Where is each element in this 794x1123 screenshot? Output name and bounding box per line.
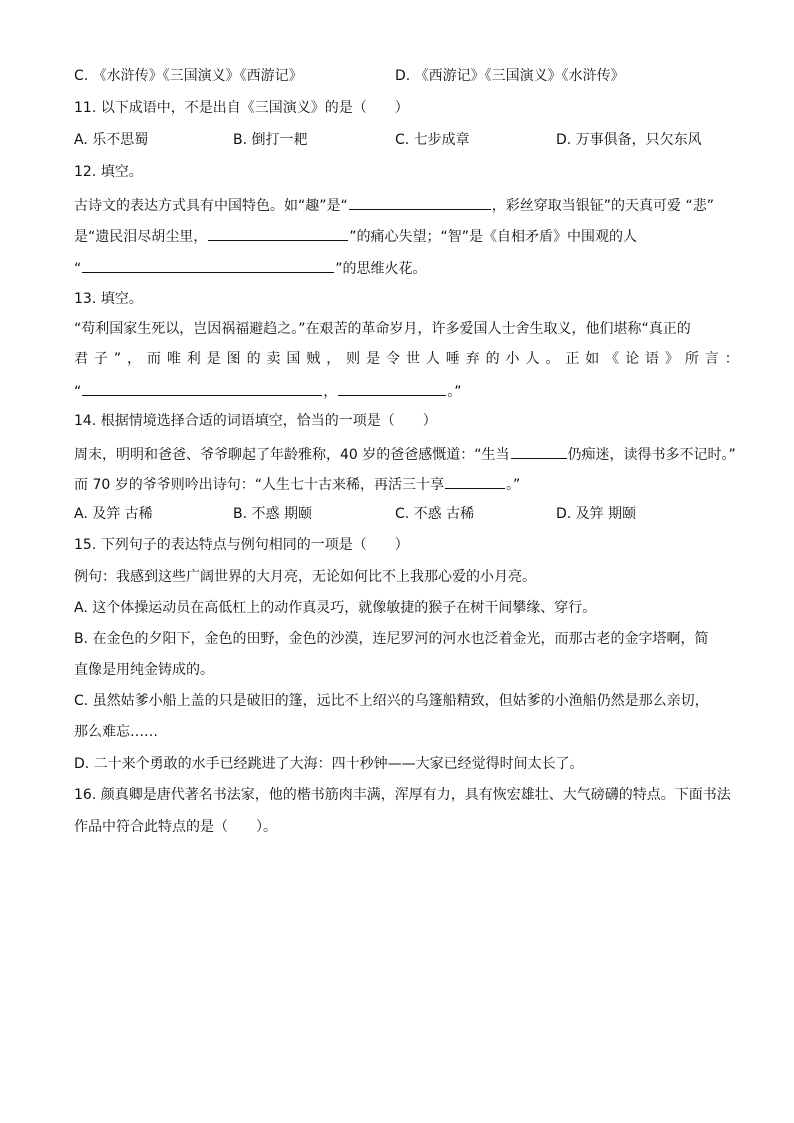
- q13-line-2-char: 正: [565, 351, 580, 367]
- q13-line-2-char: 唯: [166, 351, 181, 367]
- q13-line-3-text-a: “: [74, 384, 82, 400]
- q13-line-2-char: 卖: [266, 351, 281, 367]
- q13-line-1: “苟利国家生死以，岂因祸福避趋之。”在艰苦的革命岁月，许多爱国人士舍生取义，他们堪称“真正的: [74, 321, 691, 337]
- q13-line-2-char: 人: [525, 351, 540, 367]
- q12-line-1-text-b: ，彩丝穿取当银钲”的天真可爱 “悲”: [491, 198, 714, 214]
- q12-line-1: [74, 195, 714, 215]
- q13-line-2-char: 令: [386, 351, 401, 367]
- q15-example: 例句：我感到这些广阔世界的大月亮，无论如何比不上我那心爱的小月亮。: [74, 569, 536, 585]
- q10-option-c: C. 《水浒传》《三国演义》《西游记》: [74, 68, 303, 84]
- q10-option-d: D. 《西游记》《三国演义》《水浒传》: [395, 68, 625, 84]
- q14-line-2-text-a: 而 70 岁的爷爷则吟出诗句：“人生七十古来稀，再活三十享: [74, 477, 444, 493]
- q15-option-c-line-1: C. 虽然姑爹小船上盖的只是破旧的篷，远比不上绍兴的乌篷船精致，但姑爹的小渔船仍然是那么亲切，: [74, 693, 709, 709]
- q13-line-2-char: 《: [605, 351, 620, 367]
- q11-option-a: A. 乐不思蜀: [74, 132, 149, 148]
- q13-line-2-char: 所: [684, 351, 699, 367]
- q15-option-d: D. 二十来个勇敢的水手已经跳进了大海：四十秒钟——大家已经觉得时间太长了。: [74, 756, 584, 772]
- q13-line-2-char: 小: [505, 351, 520, 367]
- q12-blank-2[interactable]: [208, 226, 348, 241]
- q14-stem: 14. 根据情境选择合适的词语填空，恰当的一项是（ ）: [74, 413, 437, 429]
- q11-option-d: D. 万事俱备，只欠东风: [556, 132, 702, 148]
- q13-blank-2[interactable]: [338, 381, 446, 396]
- q12-line-2: [74, 226, 637, 246]
- q12-line-3: [74, 258, 427, 278]
- q14-line-1-text-b: 仍痴迷，读得书多不记时。”: [567, 447, 736, 463]
- q13-line-2-char: 如: [585, 351, 600, 367]
- q13-line-2-char: 人: [425, 351, 440, 367]
- q13-line-3: [74, 381, 462, 401]
- q13-line-2-char: 贼: [306, 351, 321, 367]
- q14-line-2: [74, 474, 520, 494]
- q13-line-2-char: 弃: [465, 351, 480, 367]
- q13-blank-1[interactable]: [82, 381, 322, 396]
- q11-option-c: C. 七步成章: [395, 132, 470, 148]
- q12-stem: 12. 填空。: [74, 164, 143, 180]
- q13-line-2-char: 唾: [445, 351, 460, 367]
- q14-option-d: D. 及笄 期颐: [556, 506, 637, 522]
- q15-option-a: A. 这个体操运动员在高低杠上的动作真灵巧，就像敏捷的猴子在树干间攀缘、穿行。: [74, 600, 597, 616]
- q13-line-2-char: 言: [704, 351, 719, 367]
- q12-line-1-text-a: 古诗文的表达方式具有中国特色。如“趣”是“: [74, 198, 348, 214]
- q13-line-2-char: ：: [724, 351, 739, 367]
- q16-line-2: 作品中符合此特点的是（ ）。: [74, 819, 277, 835]
- q13-line-2-char: 而: [146, 351, 161, 367]
- q15-option-c-line-2: 那么难忘……: [74, 724, 158, 740]
- q13-line-2-char: 的: [485, 351, 500, 367]
- q15-option-b-line-1: B. 在金色的夕阳下，金色的田野，金色的沙漠，连尼罗河的河水也泛着金光，而那古老的金字塔啊，简: [74, 631, 709, 647]
- q13-line-2-char: 是: [206, 351, 221, 367]
- q13-line-2-char: 世: [405, 351, 420, 367]
- q13-line-2-char: 国: [286, 351, 301, 367]
- q13-line-2-char: ”: [113, 351, 122, 367]
- q14-line-2-text-b: 。”: [505, 477, 521, 493]
- q12-blank-3[interactable]: [82, 258, 334, 273]
- q13-line-2-char: 是: [366, 351, 381, 367]
- q13-line-2-char: 君: [74, 351, 88, 367]
- q11-option-b: B. 倒打一耙: [233, 132, 308, 148]
- q13-line-2-char: 利: [186, 351, 201, 367]
- q11-stem: 11. 以下成语中，不是出自《三国演义》的是（ ）: [74, 100, 409, 116]
- q16-line-1: 16. 颜真卿是唐代著名书法家，他的楷书筋肉丰满，浑厚有力，具有恢宏雄壮、大气磅礴的特点。下面书法: [74, 787, 731, 803]
- q13-line-2-char: 的: [246, 351, 261, 367]
- q12-line-3-text-a: “: [74, 261, 82, 277]
- q14-blank-2[interactable]: [445, 474, 505, 489]
- q12-line-3-text-b: ”的思维火花。: [335, 261, 427, 277]
- q14-option-a: A. 及笄 古稀: [74, 506, 153, 522]
- q13-line-2-char: 则: [346, 351, 361, 367]
- q13-line-2-char: 》: [664, 351, 679, 367]
- q13-line-3-text-b: ，: [323, 384, 338, 400]
- q14-line-1-text-a: 周末，明明和爸爸、爷爷聊起了年龄雅称，40 岁的爸爸感慨道：“生当: [74, 447, 510, 463]
- q13-line-2-char: ，: [326, 351, 341, 367]
- q14-option-b: B. 不惑 期颐: [233, 506, 312, 522]
- q12-line-2-text-b: ”的痛心失望；“智”是《自相矛盾》中围观的人: [349, 229, 638, 245]
- q14-line-1: [74, 444, 736, 464]
- q14-option-c: C. 不惑 古稀: [395, 506, 475, 522]
- q13-line-2-char: ，: [127, 351, 142, 367]
- q13-line-2-char: 论: [625, 351, 640, 367]
- q13-line-2-char: 子: [93, 351, 108, 367]
- q13-line-3-text-c: 。”: [447, 384, 462, 400]
- q13-line-2-char: 。: [545, 351, 560, 367]
- q14-blank-1[interactable]: [511, 444, 567, 459]
- q12-line-2-text-a: 是“遗民泪尽胡尘里，: [74, 229, 208, 245]
- q13-line-2-char: 图: [226, 351, 241, 367]
- q12-blank-1[interactable]: [349, 195, 491, 210]
- q15-option-b-line-2: 直像是用纯金铸成的。: [74, 662, 214, 678]
- q15-stem: 15. 下列句子的表达特点与例句相同的一项是（ ）: [74, 537, 409, 553]
- q13-line-2-char: 语: [645, 351, 659, 367]
- q13-line-2: [74, 350, 739, 368]
- q13-stem: 13. 填空。: [74, 291, 143, 307]
